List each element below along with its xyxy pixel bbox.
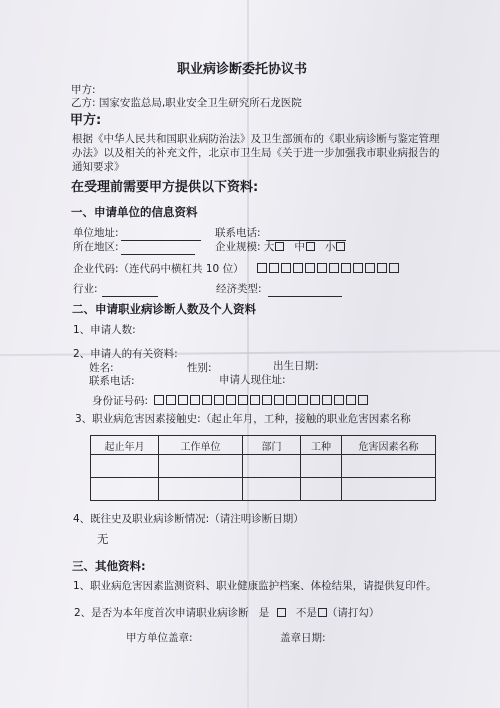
section1-heading: 一、申请单位的信息资料 [71, 205, 198, 219]
section2-heading: 二、申请职业病诊断人数及个人资料 [72, 302, 256, 316]
id-number-box[interactable] [154, 395, 164, 405]
id-number-box[interactable] [250, 395, 260, 405]
org-code-box[interactable] [389, 263, 399, 273]
unit-address-field[interactable] [121, 229, 201, 241]
id-number-box[interactable] [286, 395, 296, 405]
id-number-boxes[interactable] [154, 395, 368, 405]
unit-address-label: 单位地址: [73, 227, 119, 239]
seal-label: 甲方单位盖章: [126, 632, 193, 644]
yes-label: 是 [258, 607, 270, 619]
name-label: 姓名: [89, 362, 114, 374]
org-code-box[interactable] [329, 263, 339, 273]
first-application-group [74, 607, 379, 620]
exposure-history-label: 3、职业病危害因素接触史:（起止年月，工种，接触的职业危害因素名称 [75, 413, 411, 425]
tick-note: （请打勾） [326, 607, 380, 619]
intro-line-1: 根据《中华人民共和国职业病防治法》及卫生部颁布的《职业病诊断与鉴定管理 [72, 133, 440, 145]
id-number-box[interactable] [238, 395, 248, 405]
table-cell[interactable] [301, 478, 342, 501]
id-number-box[interactable] [214, 395, 224, 405]
org-code-boxes[interactable] [257, 263, 399, 273]
table-header-cell: 部门 [243, 436, 301, 455]
table-cell[interactable] [342, 455, 436, 478]
org-code-box[interactable] [281, 263, 291, 273]
applicant-phone-label: 联系电话: [89, 375, 135, 387]
org-code-box[interactable] [305, 263, 315, 273]
residence-label: 申请人现住址: [219, 374, 286, 386]
industry-label: 行业: [73, 283, 98, 295]
medical-history-answer: 无 [97, 532, 109, 546]
no-label: 不是 [295, 607, 317, 619]
scale-small-label: 小 [324, 241, 336, 253]
org-code-box[interactable] [293, 263, 303, 273]
scale-small-checkbox[interactable] [336, 242, 345, 251]
medical-history-label: 4、既往史及职业病诊断情况:（请注明诊断日期） [73, 513, 304, 525]
org-code-box[interactable] [377, 263, 387, 273]
gender-label: 性别: [187, 362, 212, 374]
location-field[interactable] [121, 243, 195, 255]
id-number-box[interactable] [346, 395, 356, 405]
table-cell[interactable] [91, 455, 159, 478]
table-header-cell: 危害因素名称 [342, 436, 436, 455]
id-number-box[interactable] [178, 395, 188, 405]
scale-label: 企业规模: 大 [215, 241, 275, 253]
org-code-box[interactable] [365, 263, 375, 273]
party-a-heading: 甲方: [70, 113, 102, 128]
table-cell[interactable] [243, 455, 301, 478]
id-number-box[interactable] [190, 395, 200, 405]
seal-date-label: 盖章日期: [280, 632, 326, 644]
document-title: 职业病诊断委托协议书 [177, 62, 308, 77]
org-code-label: 企业代码:（连代码中横杠共 10 位） [73, 263, 244, 275]
contact-phone-field[interactable] [266, 229, 346, 241]
id-number-box[interactable] [334, 395, 344, 405]
id-number-box[interactable] [310, 395, 320, 405]
id-number-box[interactable] [262, 395, 272, 405]
applicant-info-label: 2、申请人的有关资料: [73, 348, 178, 360]
prereq-heading: 在受理前需要甲方提供以下资料: [71, 180, 259, 195]
table-header-cell: 工作单位 [159, 436, 243, 455]
table-cell[interactable] [301, 455, 342, 478]
industry-field[interactable] [102, 285, 158, 297]
contact-phone-label: 联系电话: [215, 227, 261, 239]
table-header-cell: 起止年月 [91, 436, 159, 455]
table-cell[interactable] [243, 478, 301, 501]
table-cell[interactable] [159, 478, 243, 501]
party-a-label: 甲方: [71, 84, 96, 96]
birth-date-label: 出生日期: [273, 360, 319, 372]
org-code-box[interactable] [341, 263, 351, 273]
economy-type-field[interactable] [268, 285, 342, 297]
table-cell[interactable] [91, 478, 159, 501]
first-application-label: 2、是否为本年度首次申请职业病诊断 [74, 607, 249, 619]
org-code-box[interactable] [353, 263, 363, 273]
section3-heading: 三、其他资料: [72, 559, 146, 573]
table-row [91, 478, 436, 501]
applicant-count-label: 1、申请人数: [73, 324, 136, 336]
id-number-label: 身份证号码: [92, 395, 149, 407]
org-code-box[interactable] [269, 263, 279, 273]
economy-type-label: 经济类型: [216, 283, 262, 295]
scale-group [215, 241, 345, 254]
documents-note: 1、职业病危害因素监测资料、职业健康监护档案、体检结果，请提供复印件。 [73, 580, 437, 592]
intro-line-2: 办法》以及相关的补充文件，北京市卫生局《关于进一步加强我市职业病报告的 [72, 147, 440, 159]
table-header-row [91, 436, 436, 455]
id-number-box[interactable] [358, 395, 368, 405]
no-checkbox[interactable] [318, 608, 327, 617]
id-number-box[interactable] [274, 395, 284, 405]
location-label: 所在地区: [73, 241, 119, 253]
table-cell[interactable] [342, 478, 436, 501]
scale-mid-checkbox[interactable] [306, 242, 315, 251]
id-number-box[interactable] [298, 395, 308, 405]
table-header-cell: 工种 [301, 436, 342, 455]
id-number-box[interactable] [226, 395, 236, 405]
table-row [91, 455, 436, 478]
id-number-box[interactable] [322, 395, 332, 405]
exposure-history-table [90, 435, 436, 501]
org-code-box[interactable] [317, 263, 327, 273]
yes-checkbox[interactable] [277, 608, 286, 617]
intro-line-3: 通知要求》 [72, 161, 125, 173]
scale-large-checkbox[interactable] [275, 242, 284, 251]
table-cell[interactable] [159, 455, 243, 478]
party-b-line: 乙方: 国家安监总局,职业安全卫生研究所石龙医院 [71, 97, 302, 109]
org-code-box[interactable] [257, 263, 267, 273]
id-number-box[interactable] [166, 395, 176, 405]
scale-mid-label: 中 [294, 241, 305, 253]
id-number-box[interactable] [202, 395, 212, 405]
